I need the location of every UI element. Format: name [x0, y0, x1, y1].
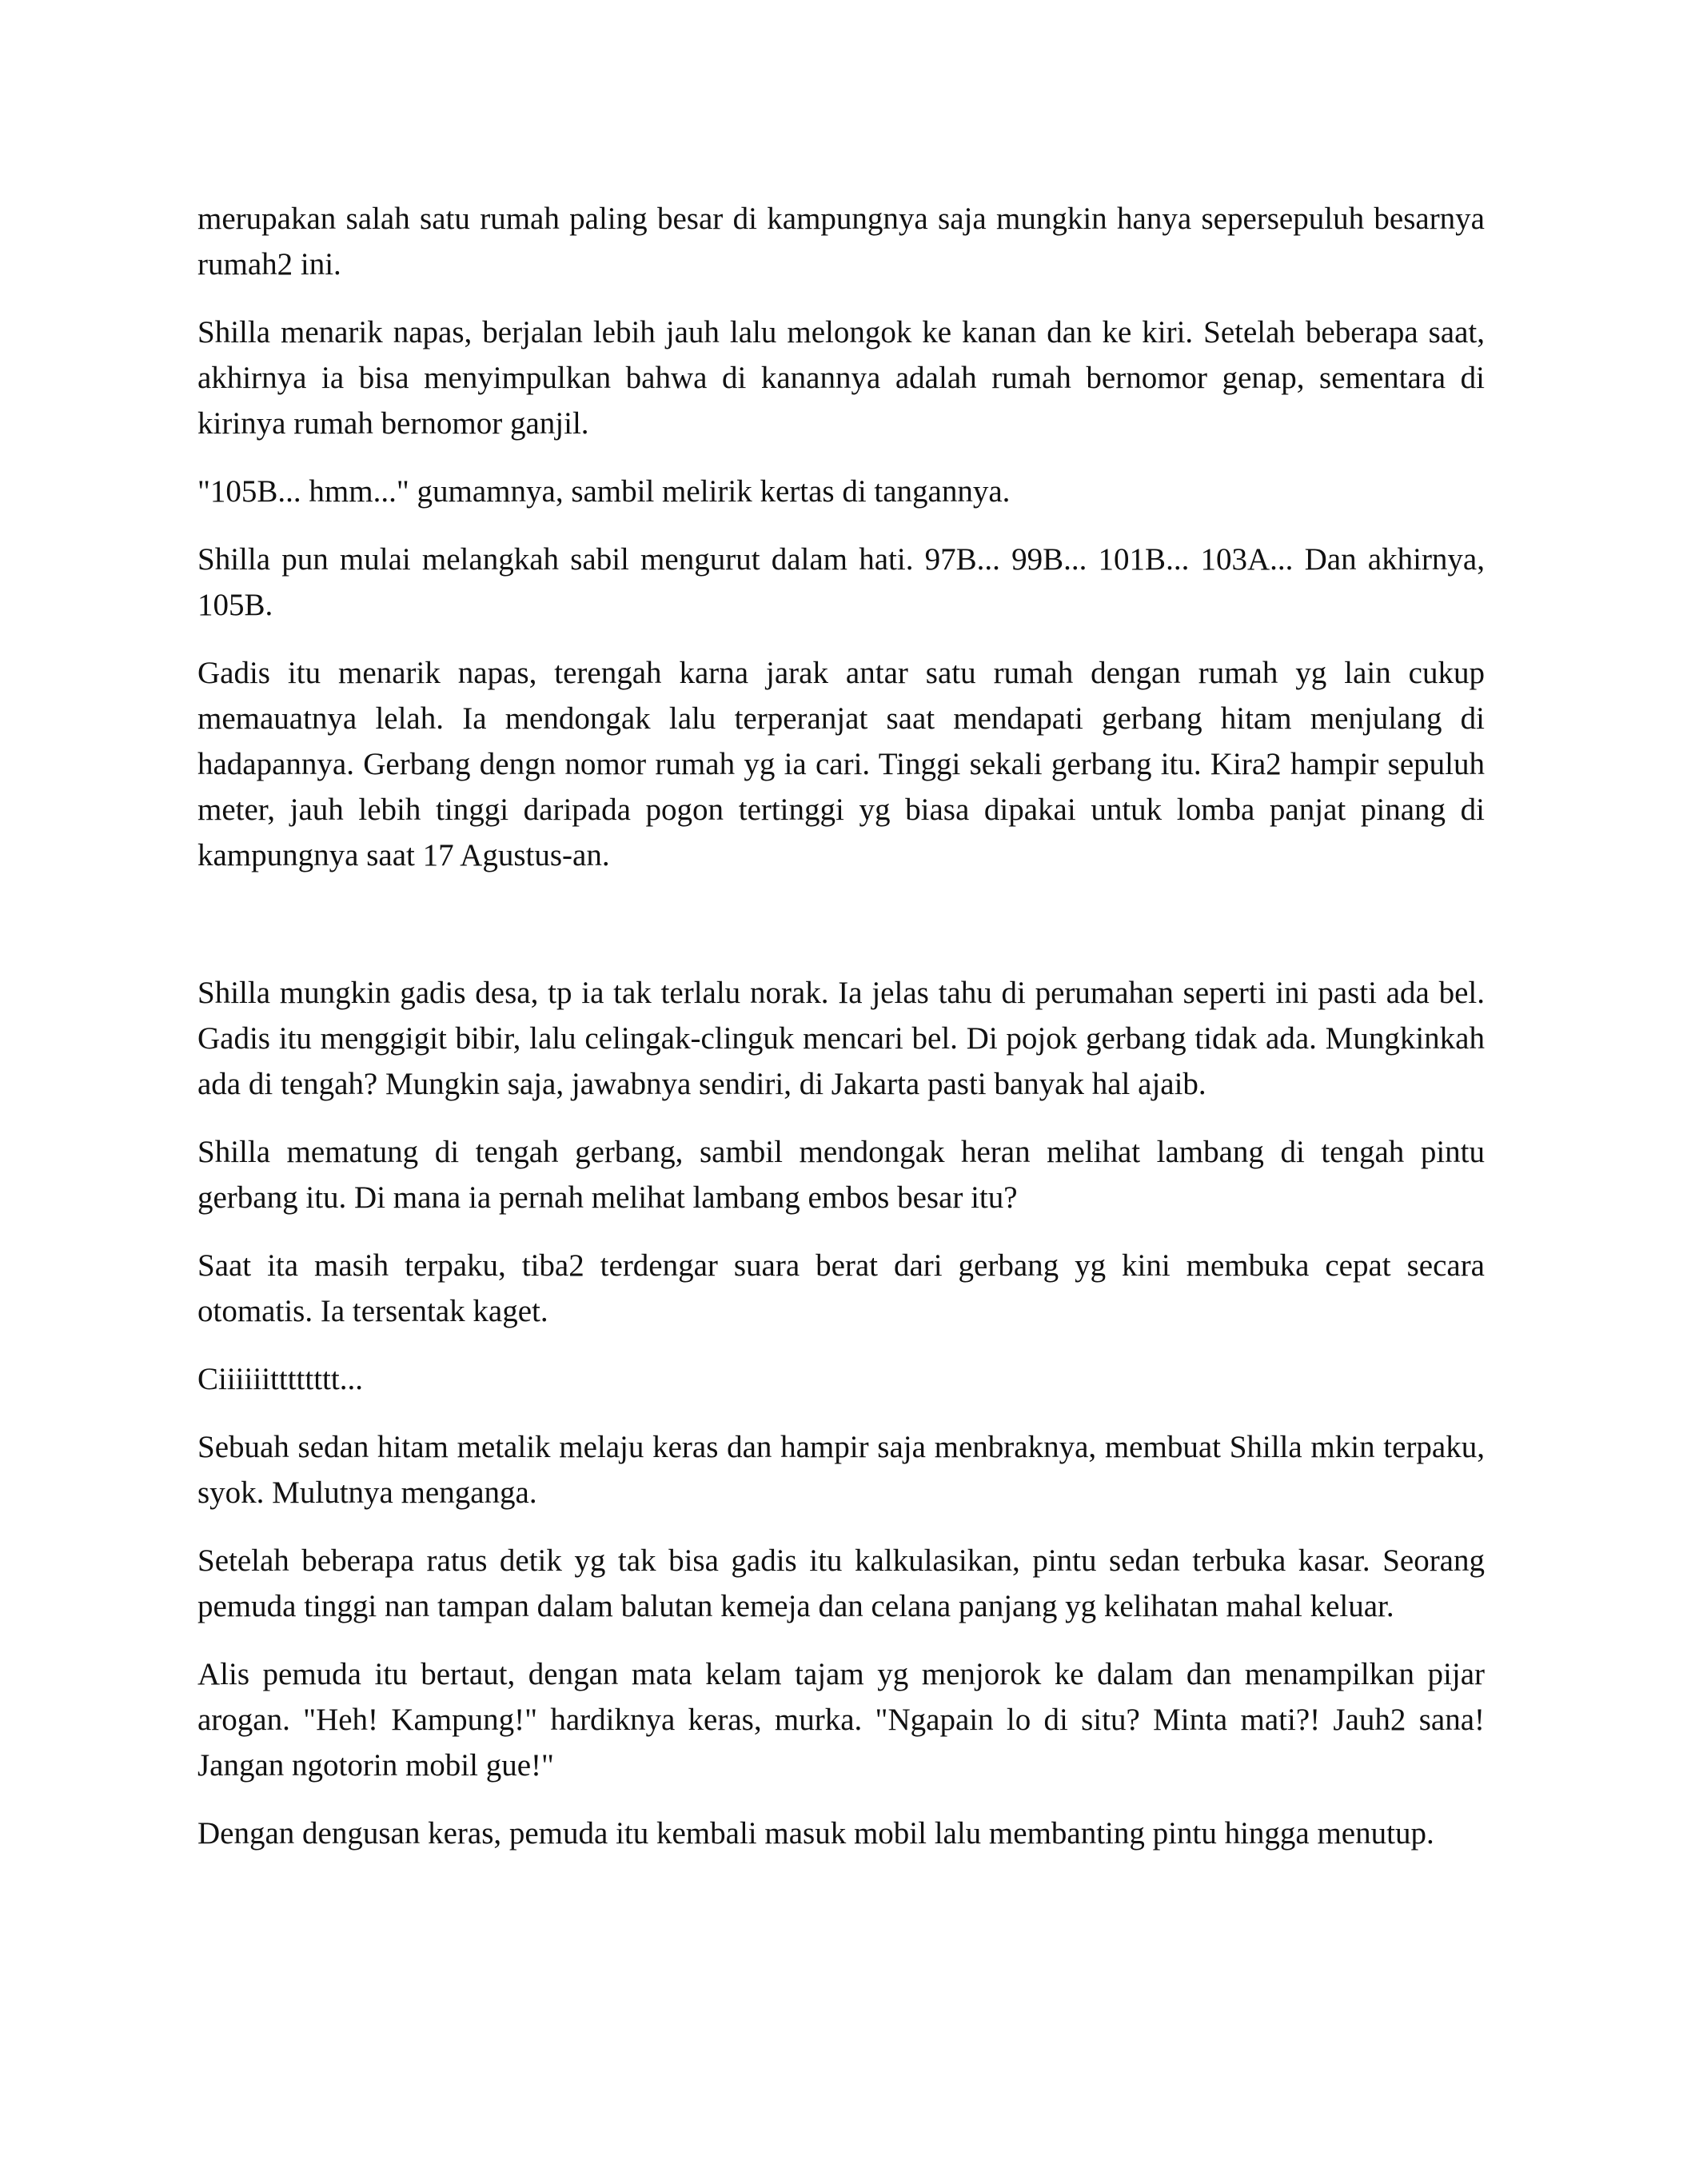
paragraph: Setelah beberapa ratus detik yg tak bisa gadis itu kalkulasikan, pintu sedan terbuka kasar. Seorang pemuda tinggi nan tampan dalam balutan kemeja dan celana panjang yg kelihatan mahal keluar.: [197, 1543, 1485, 1623]
paragraph: Shilla mematung di tengah gerbang, sambil mendongak heran melihat lambang di tengah pintu gerbang itu. Di mana ia pernah melihat lambang embos besar itu?: [197, 1135, 1485, 1215]
paragraph: Dengan dengusan keras, pemuda itu kembali masuk mobil lalu membanting pintu hingga menutup.: [197, 1816, 1434, 1851]
paragraph: merupakan salah satu rumah paling besar di kampungnya saja mungkin hanya sepersepuluh besarnya rumah2 ini.: [197, 202, 1485, 281]
section-break: [197, 900, 1485, 970]
paragraph: Shilla mungkin gadis desa, tp ia tak terlalu norak. Ia jelas tahu di perumahan seperti ini pasti ada bel. Gadis itu menggigit bibir, lalu celingak-clinguk mencari bel. Di pojok gerbang tidak ada. Mungkinkah ada di tengah? Mungkin saja, jawabnya sendiri, di Jakarta pasti banyak hal ajaib.: [197, 976, 1485, 1101]
paragraph: Shilla menarik napas, berjalan lebih jauh lalu melongok ke kanan dan ke kiri. Setelah beberapa saat, akhirnya ia bisa menyimpulkan bahwa di kanannya adalah rumah bernomor genap, sementara di kirinya rumah bernomor ganjil.: [197, 315, 1485, 441]
body-text: [197, 196, 1485, 1879]
paragraph: Saat ita masih terpaku, tiba2 terdengar suara berat dari gerbang yg kini membuka cepat secara otomatis. Ia tersentak kaget.: [197, 1248, 1485, 1328]
paragraph: Gadis itu menarik napas, terengah karna jarak antar satu rumah dengan rumah yg lain cukup memauatnya lelah. Ia mendongak lalu terperanjat saat mendapati gerbang hitam menjulang di hadapannya. Gerbang dengn nomor rumah yg ia cari. Tinggi sekali gerbang itu. Kira2 hampir sepuluh meter, jauh lebih tinggi daripada pogon tertinggi yg biasa dipakai untuk lomba panjat pinang di kampungnya saat 17 Agustus-an.: [197, 656, 1485, 872]
paragraph: Sebuah sedan hitam metalik melaju keras dan hampir saja menbraknya, membuat Shilla mkin terpaku, syok. Mulutnya menganga.: [197, 1430, 1485, 1510]
paragraph: Alis pemuda itu bertaut, dengan mata kelam tajam yg menjorok ke dalam dan menampilkan pijar arogan. "Heh! Kampung!" hardiknya keras, murka. "Ngapain lo di situ? Minta mati?! Jauh2 sana! Jangan ngotorin mobil gue!": [197, 1657, 1485, 1783]
paragraph: "105B... hmm..." gumamnya, sambil melirik kertas di tangannya.: [197, 474, 1011, 509]
paragraph: Ciiiiiitttttttt...: [197, 1362, 363, 1396]
paragraph: Shilla pun mulai melangkah sabil mengurut dalam hati. 97B... 99B... 101B... 103A... Dan akhirnya, 105B.: [197, 542, 1485, 622]
